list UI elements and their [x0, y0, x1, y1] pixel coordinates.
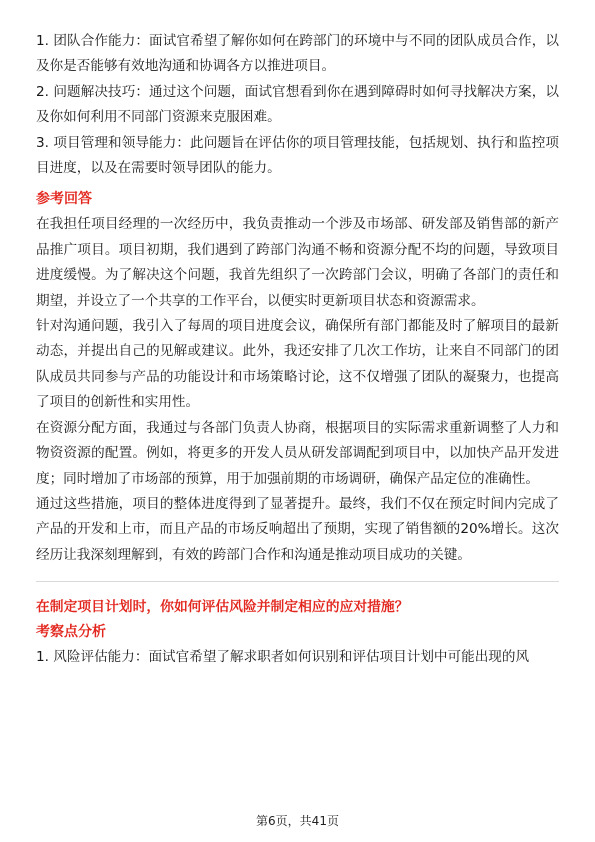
- section-divider: [36, 581, 559, 582]
- answer-paragraph: 在我担任项目经理的一次经历中，我负责推动一个涉及市场部、研发部及销售部的新产品推广项目。项目初期，我们遇到了跨部门沟通不畅和资源分配不均的问题，导致项目进度缓慢。为了解决这个问题，我首先组织了一次跨部门会议，明确了各部门的责任和期望，并设立了一个共享的工作平台，以便实时更新项目状态和资源需求。: [36, 216, 559, 309]
- answer-paragraph: 在资源分配方面，我通过与各部门负责人协商，根据项目的实际需求重新调整了人力和物资资源的配置。例如，将更多的开发人员从研发部调配到项目中，以加快产品开发进度；同时增加了市场部的预算，用于加强前期的市场调研，确保产品定位的准确性。: [36, 419, 559, 487]
- page-footer: 第6页，共41页: [256, 814, 339, 828]
- point-problem-solving: 2. 问题解决技巧：通过这个问题，面试官想看到你在遇到障碍时如何寻找解决方案，以及你如何利用不同部门资源来克服困难。: [36, 83, 559, 126]
- question-title: 在制定项目计划时，你如何评估风险并制定相应的应对措施？: [36, 599, 409, 616]
- point-teamwork: 1. 团队合作能力：面试官希望了解你如何在跨部门的环境中与不同的团队成员合作，以及你是否能够有效地沟通和协调各方以推进项目。: [36, 33, 559, 75]
- point-project-management: 3. 项目管理和领导能力：此问题旨在评估你的项目管理技能，包括规划、执行和监控项目进度，以及在需要时领导团队的能力。: [36, 134, 559, 177]
- analysis-point-risk: 1. 风险评估能力：面试官希望了解求职者如何识别和评估项目计划中可能出现的风: [36, 649, 530, 666]
- reference-answer-heading: 参考回答: [36, 191, 92, 208]
- analysis-heading: 考察点分析: [36, 624, 106, 641]
- answer-paragraph: 通过这些措施，项目的整体进度得到了显著提升。最终，我们不仅在预定时间内完成了产品的开发和上市，而且产品的市场反响超出了预期，实现了销售额的20%增长。这次经历让我深刻理解到，有效的跨部门合作和沟通是推动项目成功的关键。: [36, 495, 559, 563]
- answer-paragraph: 针对沟通问题，我引入了每周的项目进度会议，确保所有部门都能及时了解项目的最新动态，并提出自己的见解或建议。此外，我还安排了几次工作坊，让来自不同部门的团队成员共同参与产品的功能设计和市场策略讨论，这不仅增强了团队的凝聚力，也提高了项目的创新性和实用性。: [36, 318, 559, 411]
- page-content: [36, 29, 559, 671]
